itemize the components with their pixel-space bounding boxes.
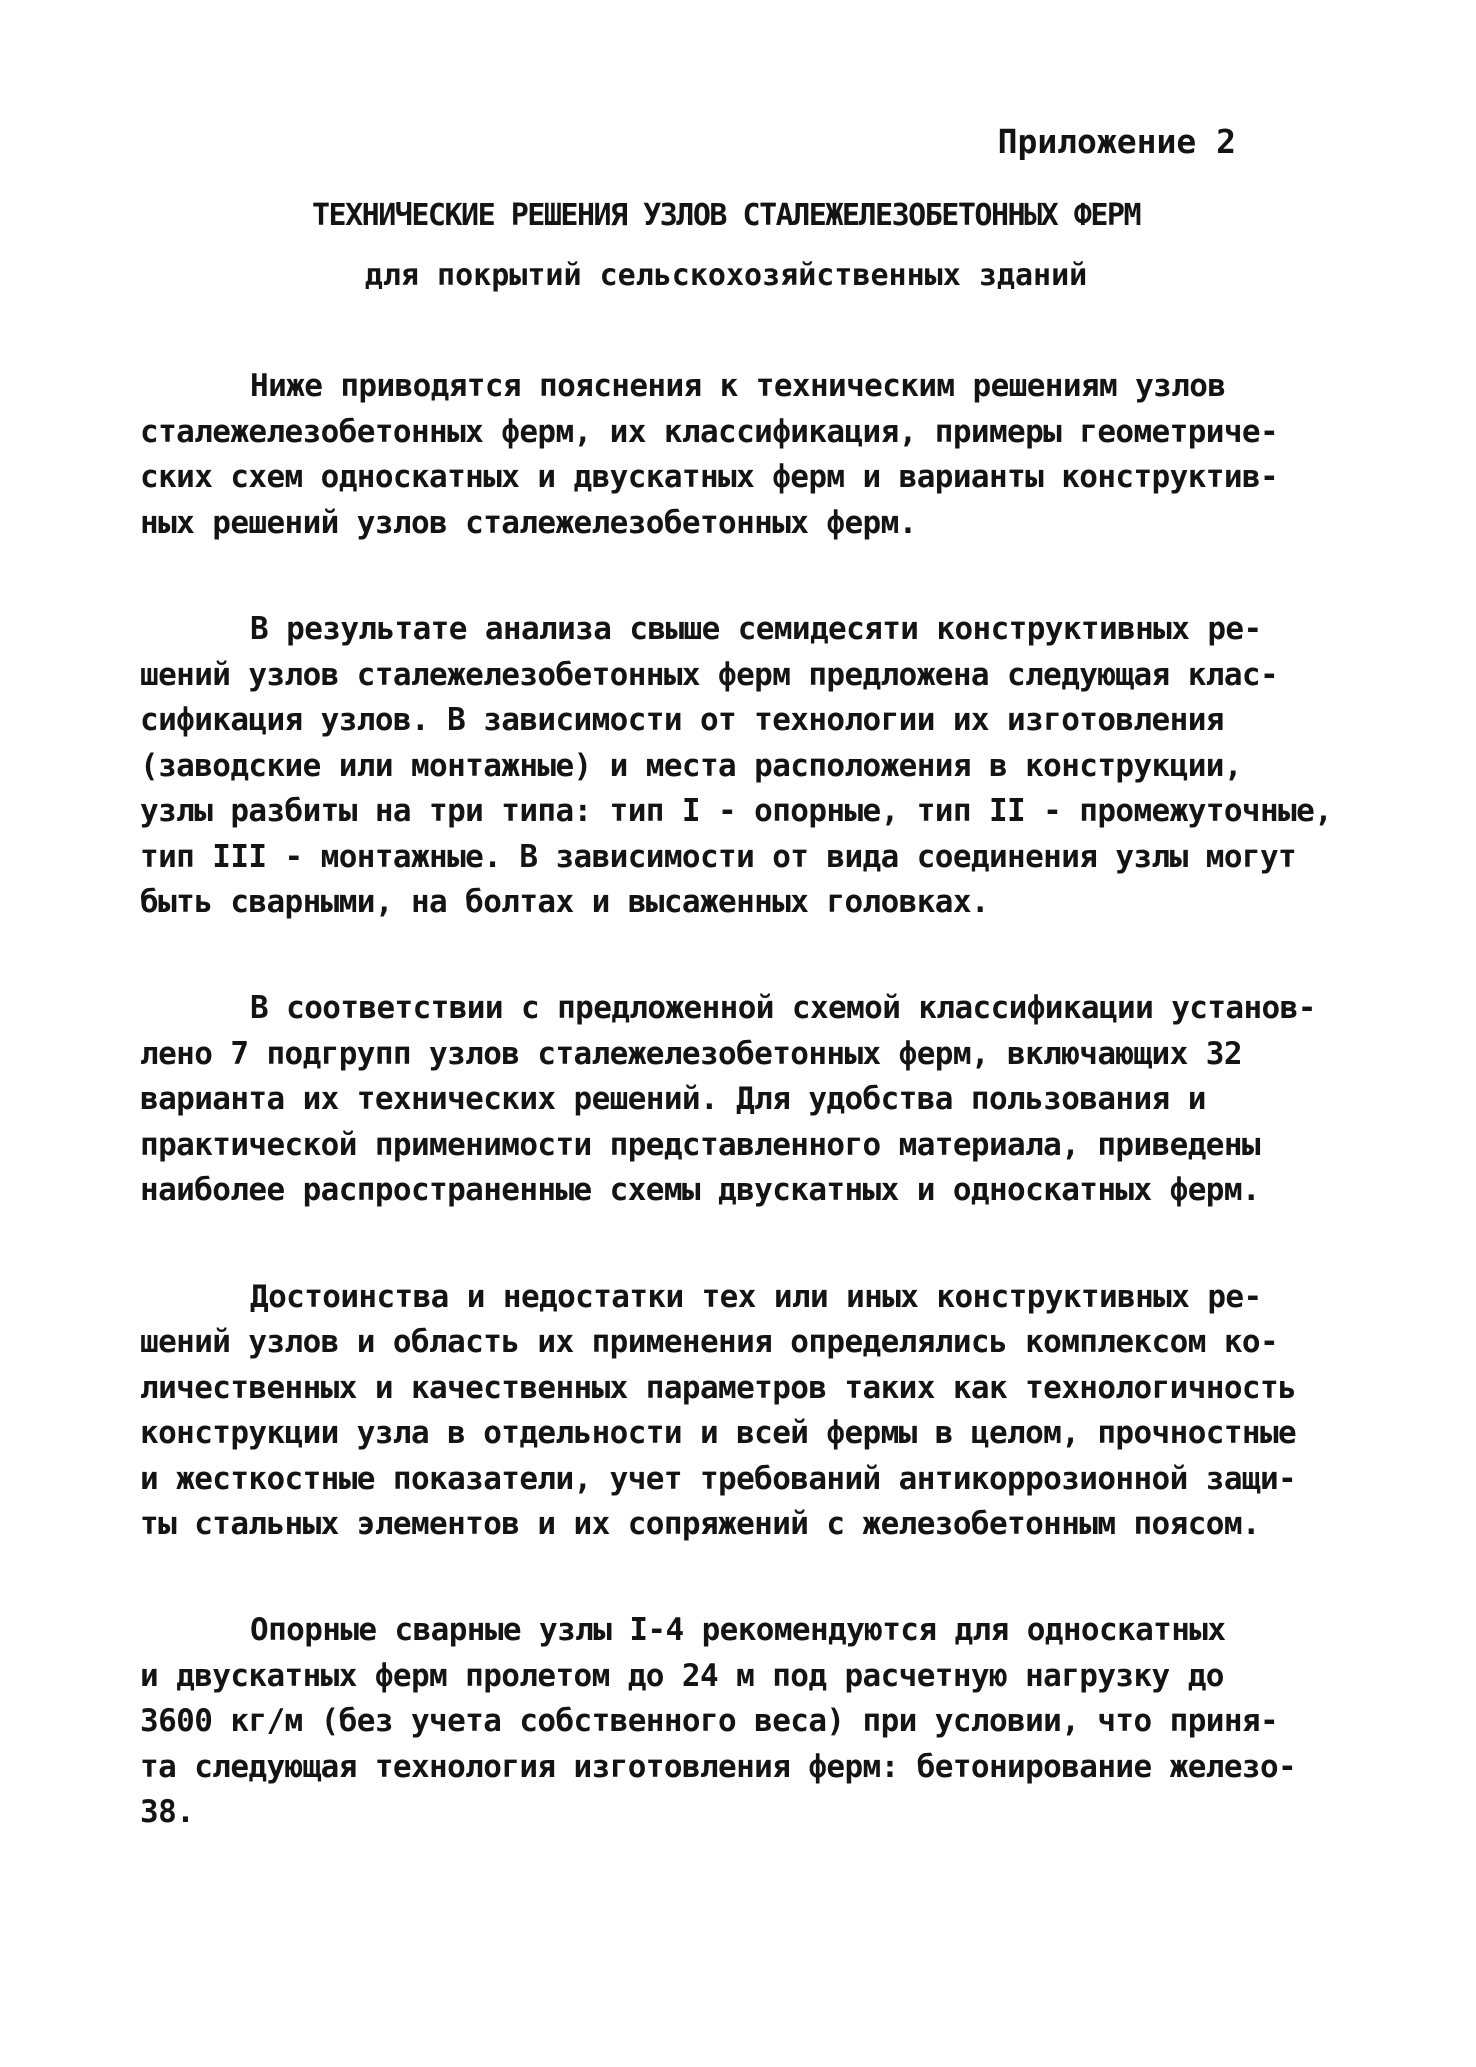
text-line: конструкции узла в отдельности и всей фермы в целом, прочностные <box>140 1415 1297 1451</box>
text-line: шений узлов и область их применения определялись комплексом ко- <box>140 1324 1279 1360</box>
text-line: лено 7 подгрупп узлов сталежелезобетонных ферм, включающих 32 <box>140 1036 1242 1072</box>
text-line: шений узлов сталежелезобетонных ферм предложена следующая клас- <box>140 657 1279 693</box>
text-line: варианта их технических решений. Для удобства пользования и <box>140 1081 1206 1117</box>
text-line: ты стальных элементов и их сопряжений с железобетонным поясом. <box>140 1506 1260 1542</box>
text-line: Достоинства и недостатки тех или иных конструктивных ре- <box>250 1279 1262 1315</box>
text-line: тип III - монтажные. В зависимости от вида соединения узлы могут <box>140 839 1297 875</box>
text-line: 3600 кг/м (без учета собственного веса) при условии, что приня- <box>140 1703 1279 1739</box>
text-line: узлы разбиты на три типа: тип I - опорные, тип II - промежуточные, <box>140 793 1333 829</box>
text-line: ных решений узлов сталежелезобетонных ферм. <box>140 505 917 541</box>
text-line: Опорные сварные узлы I-4 рекомендуются для односкатных <box>250 1612 1226 1648</box>
text-line: быть сварными, на болтах и высаженных головках. <box>140 884 989 920</box>
text-line: сталежелезобетонных ферм, их классификация, примеры геометриче- <box>140 414 1279 450</box>
text-line: (заводские или монтажные) и места расположения в конструкции, <box>140 748 1242 784</box>
text-line: личественных и качественных параметров таких как технологичность <box>140 1370 1297 1406</box>
text-line: наиболее распространенные схемы двускатных и односкатных ферм. <box>140 1172 1260 1208</box>
appendix-label: Приложение 2 <box>997 122 1236 161</box>
document-title: ТЕХНИЧЕСКИЕ РЕШЕНИЯ УЗЛОВ СТАЛЕЖЕЛЕЗОБЕТОННЫХ ФЕРМ <box>311 198 1141 233</box>
text-line: В результате анализа свыше семидесяти конструктивных ре- <box>250 611 1262 647</box>
text-line: ских схем односкатных и двускатных ферм и варианты конструктив- <box>140 459 1279 495</box>
text-line: и жесткостные показатели, учет требований антикоррозионной защи- <box>140 1461 1297 1497</box>
text-line: В соответствии с предложенной схемой классификации установ- <box>250 990 1316 1026</box>
text-line: практической применимости представленного материала, приведены <box>140 1127 1260 1163</box>
page-number: 38. <box>140 1794 195 1830</box>
text-line: та следующая технология изготовления ферм: бетонирование железо- <box>140 1749 1297 1785</box>
text-line: Ниже приводятся пояснения к техническим решениям узлов <box>250 368 1226 404</box>
text-line: сификация узлов. В зависимости от технологии их изготовления <box>140 702 1224 738</box>
text-line: и двускатных ферм пролетом до 24 м под расчетную нагрузку до <box>140 1658 1224 1694</box>
document-subtitle: для покрытий сельскохозяйственных зданий <box>364 258 1088 293</box>
